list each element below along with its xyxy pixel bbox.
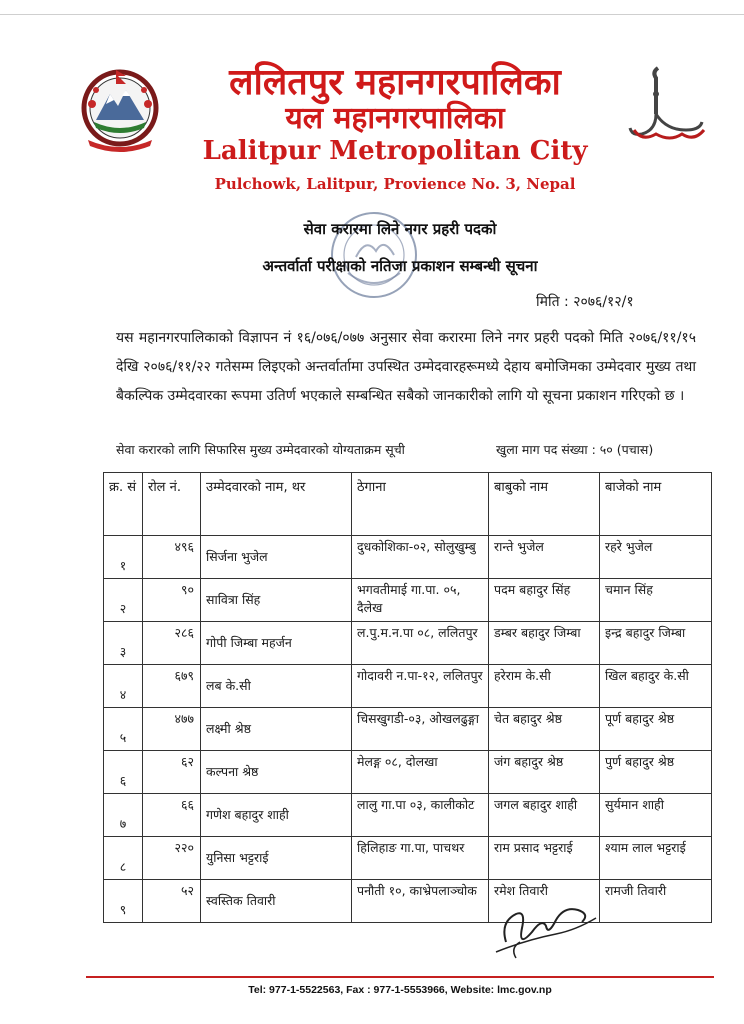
header-sn: क्र. सं [104, 473, 143, 536]
cell-name: युनिसा भट्टराई [201, 837, 352, 880]
cell-roll: २२० [143, 837, 201, 880]
cell-name: गोपी जिम्बा महर्जन [201, 622, 352, 665]
cell-roll: ६२ [143, 751, 201, 794]
title-newari: यल महानगरपालिका [285, 101, 505, 136]
cell-roll: ६६ [143, 794, 201, 837]
table-row [104, 751, 712, 794]
cell-grandfather: रामजी तिवारी [600, 880, 712, 923]
cell-name: कल्पना श्रेष्ठ [201, 751, 352, 794]
address-line: Pulchowk, Lalitpur, Provience No. 3, Nepal [214, 175, 576, 193]
cell-grandfather: रहरे भुजेल [600, 536, 712, 579]
cell-grandfather: पुर्ण बहादुर श्रेष्ठ [600, 751, 712, 794]
cell-sn: ८ [104, 837, 143, 880]
header-father: बाबुको नाम [489, 473, 600, 536]
cell-name: सावित्रा सिंह [201, 579, 352, 622]
cell-address: चिसखुगडी-०३, ओखलढुङ्गा [352, 708, 489, 751]
subject-line-2: अन्तर्वार्ता परीक्षाको नतिजा प्रकाशन सम्बन्धी सूचना [262, 257, 538, 275]
nepal-emblem-icon [78, 64, 162, 156]
table-header-row [104, 473, 712, 536]
table-row [104, 665, 712, 708]
header-roll: रोल नं. [143, 473, 201, 536]
table-row [104, 536, 712, 579]
cell-sn: २ [104, 579, 143, 622]
cell-grandfather: खिल बहादुर के.सी [600, 665, 712, 708]
cell-sn: ७ [104, 794, 143, 837]
cell-name: गणेश बहादुर शाही [201, 794, 352, 837]
cell-father: पदम बहादुर सिंह [489, 579, 600, 622]
table-row [104, 837, 712, 880]
cell-name: लब के.सी [201, 665, 352, 708]
header-address: ठेगाना [352, 473, 489, 536]
cell-address: हिलिहाङ गा.पा, पाचथर [352, 837, 489, 880]
title-nepali: ललितपुर महानगरपालिका [229, 62, 561, 103]
cell-roll: २८६ [143, 622, 201, 665]
cell-sn: ९ [104, 880, 143, 923]
table-row [104, 794, 712, 837]
cell-sn: ३ [104, 622, 143, 665]
cell-father: चेत बहादुर श्रेष्ठ [489, 708, 600, 751]
cell-address: मेलङ्ग ०८, दोलखा [352, 751, 489, 794]
cell-father: रान्ते भुजेल [489, 536, 600, 579]
cell-sn: ५ [104, 708, 143, 751]
cell-father: जंग बहादुर श्रेष्ठ [489, 751, 600, 794]
signature-icon [486, 892, 606, 962]
cell-sn: ४ [104, 665, 143, 708]
cell-father: डम्बर बहादुर जिम्बा [489, 622, 600, 665]
cell-address: दुधकोशिका-०२, सोलुखुम्बु [352, 536, 489, 579]
notice-date: मिति : २०७६/१२/१ [536, 294, 634, 310]
candidate-table [103, 472, 712, 923]
cell-name: स्वस्तिक तिवारी [201, 880, 352, 923]
subject-line-1: सेवा करारमा लिने नगर प्रहरी पदको [303, 220, 497, 238]
lalitpur-city-logo-icon [622, 64, 708, 144]
header-name: उम्मेदवारको नाम, थर [201, 473, 352, 536]
header-grandfather: बाजेको नाम [600, 473, 712, 536]
cell-address: लालु गा.पा ०३, कालीकोट [352, 794, 489, 837]
cell-address: गोदावरी न.पा-१२, ललितपुर [352, 665, 489, 708]
top-divider [0, 14, 744, 15]
cell-roll: ४९६ [143, 536, 201, 579]
cell-address: ल.पु.म.न.पा ०८, ललितपुर [352, 622, 489, 665]
cell-father: हरेराम के.सी [489, 665, 600, 708]
cell-address: पनौती १०, काभ्रेपलाञ्चोक [352, 880, 489, 923]
notice-body: यस महानगरपालिकाको विज्ञापन नं १६/०७६/०७७ अनुसार सेवा करारमा लिने नगर प्रहरी पदको मिति २०७६/११/१५ देखि २०७६/११/२२ गतेसम्म लिइएको अन्तर्वार्तामा उपस्थित उम्मेदवारहरूमध्ये देहाय बमोजिमका उम्मेदवार मुख्य तथा बैकल्पिक उम्मेदवारका रूपमा उतिर्ण भएकाले सम्बन्धित सबैको जानकारीको लागि यो सूचना प्रकाशन गरिएको छ । [116, 330, 696, 404]
cell-sn: १ [104, 536, 143, 579]
cell-grandfather: पूर्ण बहादुर श्रेष्ठ [600, 708, 712, 751]
cell-roll: ६७९ [143, 665, 201, 708]
cell-father: रमेश तिवारी [489, 880, 600, 923]
cell-roll: ९० [143, 579, 201, 622]
vacancy-count: खुला माग पद संख्या : ५० (पचास) [496, 442, 654, 457]
table-row [104, 880, 712, 923]
cell-address: भगवतीमाई गा.पा. ०५, दैलेख [352, 579, 489, 622]
cell-father: जगल बहादुर शाही [489, 794, 600, 837]
table-row [104, 708, 712, 751]
cell-roll: ५२ [143, 880, 201, 923]
title-english: Lalitpur Metropolitan City [202, 136, 588, 166]
footer-divider [86, 976, 714, 978]
cell-grandfather: सुर्यमान शाही [600, 794, 712, 837]
cell-father: राम प्रसाद भट्टराई [489, 837, 600, 880]
table-row [104, 622, 712, 665]
cell-sn: ६ [104, 751, 143, 794]
cell-grandfather: इन्द्र बहादुर जिम्बा [600, 622, 712, 665]
cell-name: सिर्जना भुजेल [201, 536, 352, 579]
cell-grandfather: श्याम लाल भट्टराई [600, 837, 712, 880]
footer-contact: Tel: 977-1-5522563, Fax : 977-1-5553966, Website: lmc.gov.np [248, 984, 552, 996]
cell-roll: ४७७ [143, 708, 201, 751]
cell-grandfather: चमान सिंह [600, 579, 712, 622]
list-heading: सेवा करारको लागि सिफारिस मुख्य उम्मेदवारको योग्यताक्रम सूची [116, 442, 405, 457]
cell-name: लक्ष्मी श्रेष्ठ [201, 708, 352, 751]
table-row [104, 579, 712, 622]
